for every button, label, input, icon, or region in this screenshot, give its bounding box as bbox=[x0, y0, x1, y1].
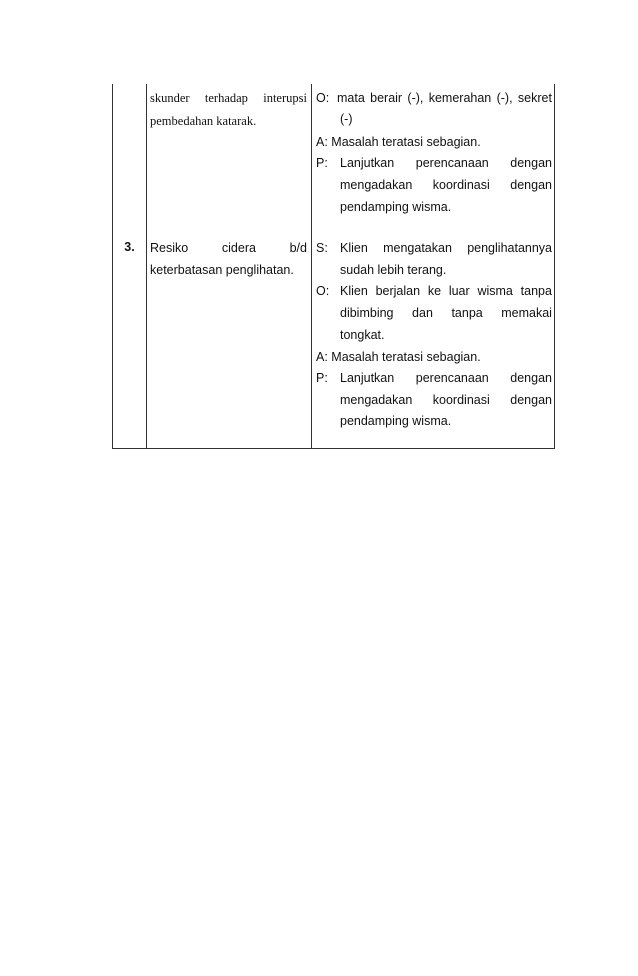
evaluation-table bbox=[112, 84, 555, 449]
word: (-), bbox=[496, 91, 513, 105]
word: tanpa bbox=[451, 306, 483, 320]
word: koordinasi bbox=[432, 178, 490, 192]
word: perencanaan bbox=[415, 156, 489, 170]
diagnosis-cont-line1 bbox=[150, 90, 307, 106]
word: cidera bbox=[221, 241, 256, 255]
eval-a-line: A: Masalah teratasi sebagian. bbox=[316, 135, 481, 149]
word: Klien bbox=[340, 284, 368, 298]
s-text bbox=[340, 240, 552, 256]
o-text bbox=[337, 90, 552, 106]
word: perencanaan bbox=[415, 371, 489, 385]
o-label: O: bbox=[316, 91, 330, 105]
word: interupsi bbox=[263, 91, 307, 105]
word: Lanjutkan bbox=[340, 371, 395, 385]
word: dan bbox=[412, 306, 433, 320]
eval-o-line2: (-) bbox=[340, 112, 353, 126]
column-divider bbox=[146, 84, 147, 448]
word: mengadakan bbox=[340, 393, 413, 407]
eval3-s-line2: sudah lebih terang. bbox=[340, 263, 447, 277]
eval3-o-line3: tongkat. bbox=[340, 328, 385, 342]
word: dengan bbox=[510, 178, 552, 192]
word: penglihatannya bbox=[467, 241, 552, 255]
p-text bbox=[340, 155, 552, 171]
eval-p-line3: pendamping wisma. bbox=[340, 200, 452, 214]
word: Resiko bbox=[150, 241, 189, 255]
word: dibimbing bbox=[340, 306, 394, 320]
word: koordinasi bbox=[432, 393, 490, 407]
diagnosis-3-line2: keterbatasan penglihatan. bbox=[150, 263, 294, 277]
eval3-p-line2 bbox=[340, 392, 552, 408]
eval3-o-line2 bbox=[340, 305, 552, 321]
eval3-a-line: A: Masalah teratasi sebagian. bbox=[316, 350, 481, 364]
word: skunder bbox=[150, 91, 190, 105]
word: (-), bbox=[407, 91, 424, 105]
p-text bbox=[340, 370, 552, 386]
word: dengan bbox=[510, 393, 552, 407]
word: ke bbox=[427, 284, 442, 298]
word: dengan bbox=[510, 371, 552, 385]
word: memakai bbox=[501, 306, 552, 320]
word: berair bbox=[370, 91, 403, 105]
p-label: P: bbox=[316, 156, 328, 170]
o-text bbox=[340, 283, 552, 299]
word: terhadap bbox=[204, 91, 248, 105]
diagnosis-3-line1 bbox=[150, 240, 307, 256]
word: tanpa bbox=[520, 284, 552, 298]
s-label: S: bbox=[316, 241, 328, 255]
eval3-p-line3: pendamping wisma. bbox=[340, 414, 452, 428]
word: wisma bbox=[477, 284, 513, 298]
word: dengan bbox=[510, 156, 552, 170]
word: berjalan bbox=[375, 284, 421, 298]
diagnosis-cont-line2: pembedahan katarak. bbox=[150, 114, 257, 128]
word: luar bbox=[448, 284, 470, 298]
p-label: P: bbox=[316, 371, 328, 385]
column-divider bbox=[311, 84, 312, 448]
word: mata bbox=[337, 91, 365, 105]
o-label: O: bbox=[316, 284, 330, 298]
word: Klien bbox=[340, 241, 368, 255]
row-number: 3. bbox=[124, 240, 135, 254]
word: kemerahan bbox=[428, 91, 492, 105]
word: b/d bbox=[289, 241, 307, 255]
word: mengatakan bbox=[383, 241, 452, 255]
word: Lanjutkan bbox=[340, 156, 395, 170]
word: mengadakan bbox=[340, 178, 413, 192]
word: sekret bbox=[517, 91, 552, 105]
eval-p-line2 bbox=[340, 177, 552, 193]
